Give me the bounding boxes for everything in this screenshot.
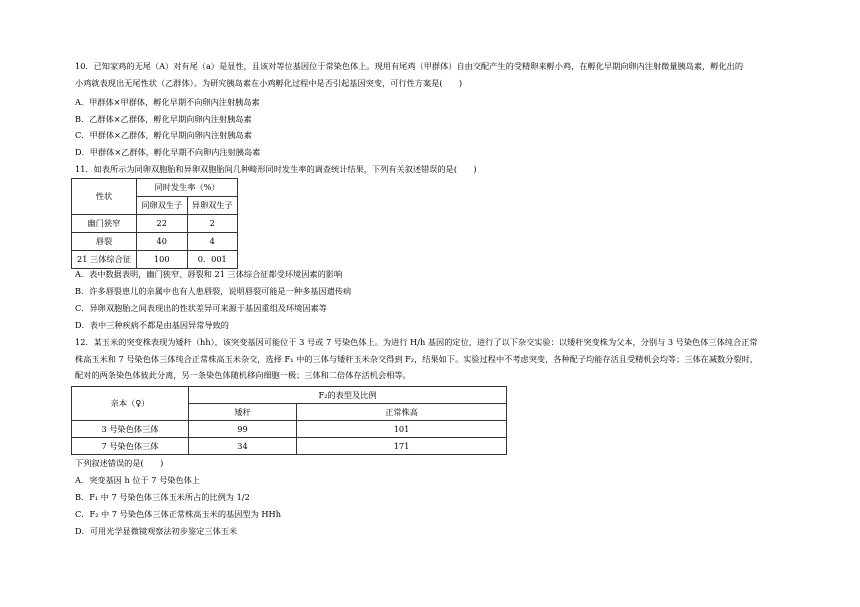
- question-12-option-b: B．F₁ 中 7 号染色体三体玉米所占的比例为 1/2: [75, 492, 250, 502]
- question-12-stem-line-1: 12．某玉米的突变株表现为矮秆（hh），该突变基因可能位于 3 号或 7 号染色体上。为进行 H/h 基因的定位，进行了以下杂交实验：以矮秆突变株为父本，分别与 3 号染色体三体纯合正常: [75, 337, 758, 347]
- f2-header: F₂的表型及比例: [189, 387, 507, 404]
- table-row: [72, 251, 238, 269]
- parent-cell: 3 号染色体三体: [72, 421, 189, 438]
- question-12-option-c: C．F₂ 中 7 号染色体三体正常株高玉米的基因型为 HHh: [75, 509, 281, 519]
- normal-height-header: 正常株高: [297, 404, 507, 421]
- question-11-option-d: D．表中三种疾病不都是由基因异常导致的: [75, 320, 229, 330]
- trait-cell: 幽门狭窄: [72, 215, 137, 233]
- question-10-stem-line-1: 10．已知家鸡的无尾（A）对有尾（a）是显性，且该对等位基因位于常染色体上。现用有尾鸡（甲群体）自由交配产生的受精卵来孵小鸡，在孵化早期向卵内注射微量胰岛素，孵化出的: [75, 61, 744, 71]
- question-10-option-b: B．乙群体×乙群体，孵化早期向卵内注射胰岛素: [75, 114, 252, 124]
- table-row: [72, 233, 238, 251]
- twin-malformation-table: [71, 178, 238, 269]
- identical-twins-header: 同卵双生子: [137, 197, 188, 215]
- question-12-stem-line-3: 配对的两条染色体彼此分离，另一条染色体随机移向细胞一极；三体和二倍体存活机会相等。: [75, 370, 411, 380]
- question-11-option-c: C．异卵双胞胎之间表现出的性状差异可来源于基因重组及环境因素等: [75, 303, 327, 313]
- normal-count-cell: 101: [297, 421, 507, 438]
- fraternal-rate-cell: 4: [187, 233, 238, 251]
- question-11-option-a: A．表中数据表明，幽门狭窄、唇裂和 21 三体综合征都受环境因素的影响: [75, 269, 343, 279]
- question-10-option-c: C．甲群体×乙群体，孵化早期向卵内注射胰岛素: [75, 130, 252, 140]
- question-10-stem-line-2: 小鸡就表现出无尾性状（乙群体）。为研究胰岛素在小鸡孵化过程中是否引起基因突变，可行性方案是( ): [75, 78, 463, 88]
- identical-rate-cell: 22: [137, 215, 188, 233]
- table-row: [72, 438, 507, 455]
- trait-cell: 21 三体综合征: [72, 251, 137, 269]
- question-12-option-a: A．突变基因 h 位于 7 号染色体上: [75, 475, 201, 485]
- fraternal-rate-cell: 2: [187, 215, 238, 233]
- fraternal-rate-cell: 0．001: [187, 251, 238, 269]
- dwarf-header: 矮秆: [189, 404, 297, 421]
- question-11-stem: 11．如表所示为同卵双胞胎和异卵双胞胎间几种畸形同时发生率的调查统计结果，下列有关叙述错误的是( ): [75, 164, 477, 174]
- dwarf-count-cell: 99: [189, 421, 297, 438]
- parent-header: 亲本（♀）: [72, 387, 189, 421]
- question-12-option-d: D．可用光学显微镜观察法初步鉴定三体玉米: [75, 526, 238, 536]
- identical-rate-cell: 100: [137, 251, 188, 269]
- parent-cell: 7 号染色体三体: [72, 438, 189, 455]
- normal-count-cell: 171: [297, 438, 507, 455]
- f2-phenotype-table: [71, 386, 507, 455]
- trait-header: 性状: [72, 179, 137, 215]
- table-header-row: [72, 387, 507, 404]
- table-header-row: [72, 179, 238, 197]
- trait-cell: 唇裂: [72, 233, 137, 251]
- question-12-stem: 下列叙述错误的是( ): [75, 458, 164, 468]
- question-10-option-d: D．甲群体×乙群体，孵化早期不向卵内注射胰岛素: [75, 147, 261, 157]
- dwarf-count-cell: 34: [189, 438, 297, 455]
- rate-header: 同时发生率（%）: [137, 179, 238, 197]
- table-row: [72, 421, 507, 438]
- question-10-option-a: A．甲群体×甲群体，孵化早期不向卵内注射胰岛素: [75, 97, 260, 107]
- question-11-option-b: B．许多唇裂患儿的亲属中也有人患唇裂，说明唇裂可能是一种多基因遗传病: [75, 286, 352, 296]
- identical-rate-cell: 40: [137, 233, 188, 251]
- table-row: [72, 215, 238, 233]
- fraternal-twins-header: 异卵双生子: [187, 197, 238, 215]
- question-12-stem-line-2: 株高玉米和 7 号染色体三体纯合正常株高玉米杂交，选择 F₁ 中的三体与矮秆玉米杂交得到 F₂，结果如下。实验过程中不考虑突变，各种配子均能存活且受精机会均等；三体在减数分裂时，: [75, 354, 758, 364]
